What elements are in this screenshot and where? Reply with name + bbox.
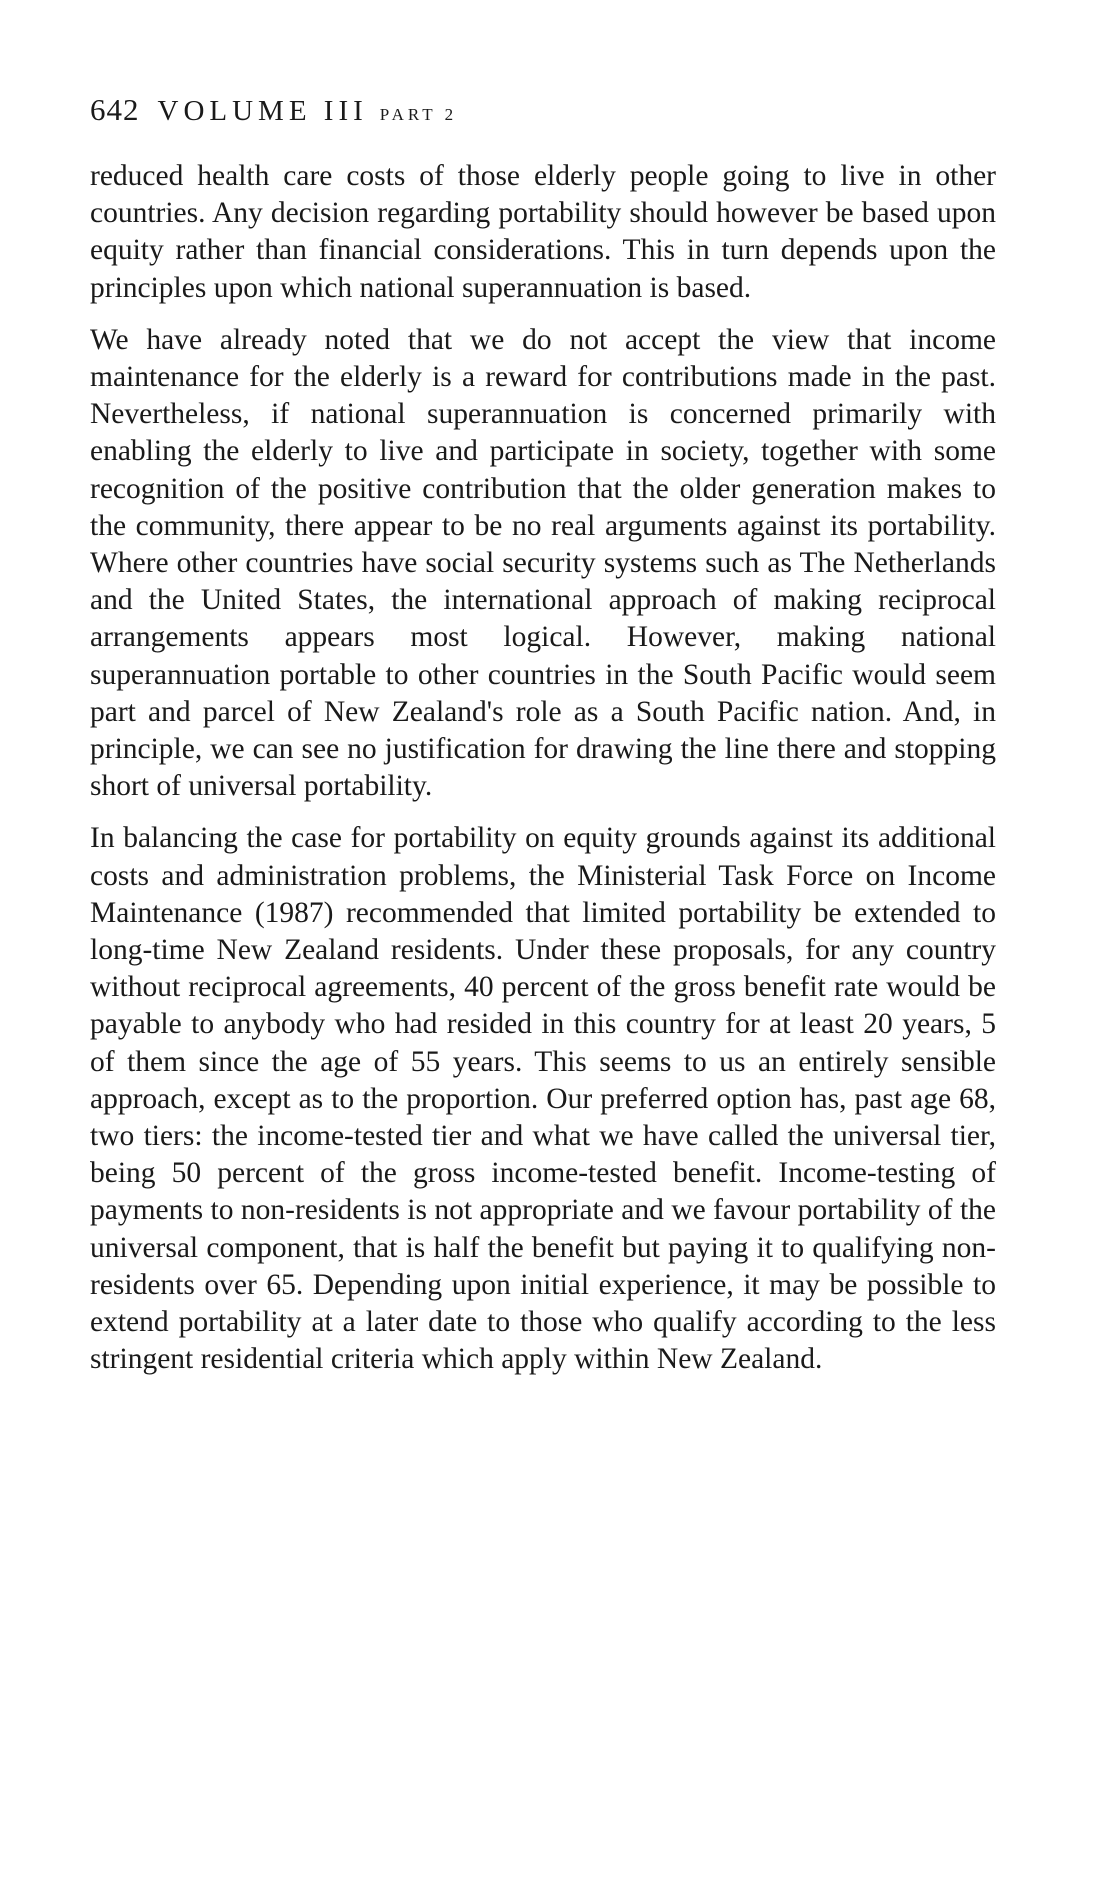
- paragraph-3: In balancing the case for portability on equity grounds against its additional costs and administration problems, the Ministerial Task Force on Income Maintenance (1987) recommended that limited portability be extended to long-time New Zealand residents. Under these proposals, for any country without reciprocal agreements, 40 percent of the gross benefit rate would be payable to anybody who had resided in this country for at least 20 years, 5 of them since the age of 55 years. This seems to us an entirely sensible approach, except as to the proportion. Our preferred option has, past age 68, two tiers: the income-tested tier and what we have called the universal tier, being 50 percent of the gross income-tested benefit. Income-testing of payments to non-residents is not appropriate and we favour portability of the universal component, that is half the benefit but paying it to qualifying non-residents over 65. Depending upon initial experience, it may be possible to extend portability at a later date to those who qualify according to the less stringent residential criteria which apply within New Zealand.: [90, 822, 996, 1376]
- page-number: 642: [90, 92, 140, 127]
- paragraph-1: reduced health care costs of those elderly people going to live in other countries. Any decision regarding portability should however be based upon equity rather than financial considerations. This in turn depends upon the principles upon which national superannuation is based.: [90, 160, 996, 304]
- part-label: PART 2: [379, 105, 458, 124]
- paragraph-2: We have already noted that we do not accept the view that income maintenance for the elderly is a reward for contributions made in the past. Nevertheless, if national superannuation is concerned primarily with enabling the elderly to live and participate in society, together with some recognition of the positive contribution that the older generation makes to the community, there appear to be no real arguments against its portability. Where other countries have social security systems such as The Netherlands and the United States, the international approach of making reciprocal arrangements appears most logical. However, making national superannuation portable to other countries in the South Pacific would seem part and parcel of New Zealand's role as a South Pacific nation. And, in principle, we can see no justification for drawing the line there and stopping short of universal portability.: [90, 323, 996, 803]
- body-text: [90, 158, 996, 1394]
- volume-label: VOLUME III: [157, 95, 368, 127]
- running-header: [90, 94, 457, 126]
